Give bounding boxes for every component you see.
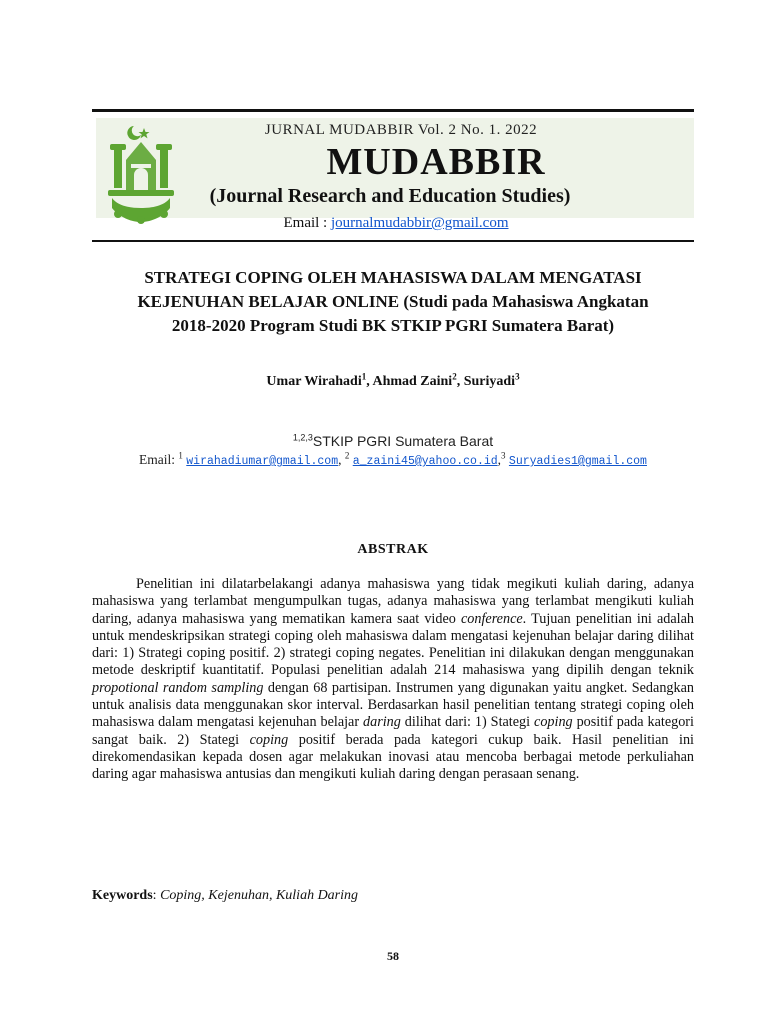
author-1-sup: 1 [361, 371, 367, 382]
email-label: Email : [283, 215, 331, 231]
email-2-link[interactable]: a_zaini45@yahoo.co.id [352, 455, 498, 468]
title-line-1: STRATEGI COPING OLEH MAHASISWA DALAM MENGATASI [144, 268, 642, 287]
email-sep-2: , [497, 452, 502, 467]
author-1: Umar Wirahadi [266, 374, 362, 389]
title-line-2-main: KEJENUHAN BELAJAR ONLINE [137, 292, 404, 311]
email-2-sup: 2 [344, 450, 350, 461]
header-top-rule [92, 109, 694, 112]
abstract-heading: ABSTRAK [357, 542, 429, 557]
abstract-italic-1: conference [460, 610, 523, 627]
affiliation-line [92, 433, 694, 449]
abstract-text-5: positif pada kategori sangat baik. 2) Stategi [92, 714, 694, 748]
emails-label: Email: [139, 452, 179, 467]
journal-subtitle: (Journal Research and Education Studies) [209, 185, 571, 207]
author-3: Suriyadi [463, 374, 516, 389]
affiliation-text: STKIP PGRI Sumatera Barat [312, 433, 494, 449]
email-3-link[interactable]: Suryadies1@gmail.com [508, 455, 647, 468]
keywords-line [92, 888, 694, 904]
author-2: Ahmad Zaini [372, 374, 453, 389]
email-sep-1: , [338, 452, 345, 467]
keywords-label: Keywords [92, 888, 153, 903]
affiliation-sup: 1,2,3 [292, 432, 313, 443]
journal-email-line [186, 215, 606, 232]
abstract-text-3: dengan 68 partisipan. Instrumen yang digunakan yaitu angket. Sedangkan untuk analisis data menggunakan skor interval. Berdasarkan hasil penelitian tentang strategi coping oleh mahasiswa dalam mengatasi kejenuhan belajar [92, 679, 694, 731]
abstract-italic-5: coping [249, 731, 289, 748]
abstract-italic-4: coping [534, 714, 573, 731]
abstract-text-2: . Tujuan penelitian ini adalah untuk mendeskripsikan strategi coping oleh mahasiswa dalam mengatasi kejenuhan belajar daring dilihat dari: 1) Strategi coping positif. 2) strategi coping negates. Penelitian ini dilakukan dengan menggunakan metode deskriptif kuantitatif. Populasi penelitian adalah 214 mahasiswa yang dipilih dengan teknik [92, 610, 694, 679]
abstract-text-6: positif berada pada kategori cukup baik. Hasil penelitian ini direkomendasikan kepada dosen agar melakukan inovasi atau mencoba berbagai metode perkuliahan daring agar mahasiswa antusias dan mengikuti kuliah daring dengan perasaan senang. [92, 731, 694, 783]
title-line-2 [92, 290, 694, 314]
journal-email-link[interactable]: journalmudabbir@gmail.com [330, 215, 509, 231]
journal-volume-line: JURNAL MUDABBIR Vol. 2 No. 1. 2022 [264, 122, 538, 138]
author-emails-line [92, 452, 694, 468]
email-3-sup: 3 [501, 450, 506, 461]
title-line-3: 2018-2020 Program Studi BK STKIP PGRI Sumatera Barat) [171, 316, 615, 335]
abstract-italic-2: propotional random sampling [92, 679, 264, 696]
mosque-logo-icon [104, 120, 178, 228]
journal-name: MUDABBIR [326, 141, 546, 183]
page-number: 58 [387, 949, 399, 963]
abstract-text-4: dilihat dari: 1) Stategi [400, 714, 535, 731]
article-title [92, 266, 694, 338]
keywords-colon: : [152, 888, 161, 903]
abstract-italic-3: daring [363, 714, 401, 731]
email-1-sup: 1 [178, 450, 183, 461]
email-1-link[interactable]: wirahadiumar@gmail.com [186, 455, 339, 468]
keywords-values: Coping, Kejenuhan, Kuliah Daring [160, 888, 359, 903]
abstract-text-1: Penelitian ini dilatarbelakangi adanya mahasiswa yang tidak megikuti kuliah daring, adanya mahasiswa yang terlambat mengumpulkan tugas, adanya mahasiswa yang terlambat mengikuti kuliah daring, adanya mahasiswa yang mematikan kamera saat video [92, 576, 694, 627]
title-line-2-paren: (Studi pada Mahasiswa Angkatan [403, 292, 649, 311]
author-sep-2: , [456, 374, 464, 389]
author-2-sup: 2 [452, 371, 457, 382]
authors-line [92, 371, 694, 390]
header-bottom-rule [92, 240, 694, 242]
abstract-body [92, 576, 694, 784]
author-sep-1: , [366, 374, 373, 389]
author-3-sup: 3 [515, 371, 520, 382]
